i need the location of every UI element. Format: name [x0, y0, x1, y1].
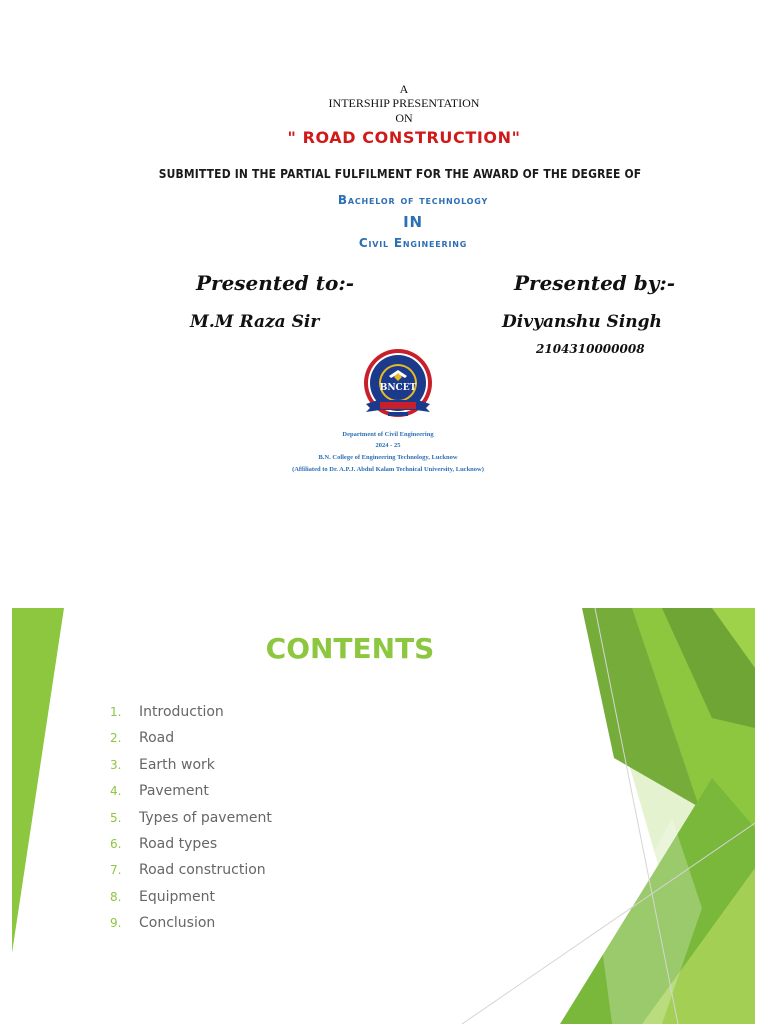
- list-item: [110, 913, 272, 939]
- list-item-number: 2.: [110, 731, 122, 746]
- contents-list: [110, 702, 272, 940]
- presented-to-label: Presented to:-: [196, 271, 354, 295]
- list-item-number: 7.: [110, 863, 122, 878]
- list-item-number: 3.: [110, 757, 122, 772]
- presented-to-name: M.M Raza Sir: [190, 312, 320, 332]
- list-item-label: Road types: [139, 835, 218, 852]
- cover-line-a: A: [399, 82, 409, 96]
- list-item-number: 1.: [110, 705, 122, 719]
- list-item-label: Road: [139, 730, 175, 747]
- cover-title: " ROAD CONSTRUCTION": [287, 128, 521, 147]
- cover-branch: Civil Engineering: [358, 236, 468, 250]
- dept-line-2: 2024 - 25: [375, 442, 401, 449]
- list-item-label: Conclusion: [139, 915, 216, 932]
- dept-line-3: B.N. College of Engineering Technology, Lucknow: [318, 454, 458, 461]
- presented-by-label: Presented by:-: [514, 271, 676, 295]
- list-item: [110, 781, 272, 807]
- cover-line-on: ON: [395, 111, 413, 125]
- list-item: [110, 702, 272, 728]
- list-item: [110, 808, 272, 834]
- list-item-label: Equipment: [139, 888, 215, 905]
- list-item-number: 8.: [110, 889, 122, 904]
- list-item-label: Pavement: [139, 783, 209, 800]
- list-item: [110, 834, 272, 860]
- list-item-label: Types of pavement: [139, 809, 272, 826]
- list-item: [110, 860, 272, 886]
- list-item: [110, 755, 272, 781]
- list-item-label: Earth work: [139, 756, 215, 773]
- cover-in: IN: [403, 213, 423, 231]
- contents-slide: [12, 608, 755, 1024]
- contents-title: CONTENTS: [265, 632, 435, 665]
- logo-text: BNCET: [379, 383, 417, 393]
- list-item: [110, 728, 272, 754]
- roll-number: 2104310000008: [536, 342, 645, 356]
- list-item: [110, 887, 272, 913]
- cover-submitted-text: SUBMITTED IN THE PARTIAL FULFILMENT FOR THE AWARD OF THE DEGREE OF: [158, 166, 642, 181]
- list-item-number: 9.: [110, 916, 122, 931]
- dept-line-4: (Affiliated to Dr. A.P.J. Abdul Kalam Technical University, Lucknow): [292, 466, 484, 473]
- list-item-number: 5.: [110, 810, 122, 825]
- cover-degree: Bachelor of technology: [337, 193, 489, 207]
- list-item-number: 6.: [110, 836, 122, 851]
- dept-line-1: Department of Civil Engineering: [342, 431, 434, 438]
- college-logo-icon: [358, 346, 438, 426]
- list-item-label: Introduction: [139, 704, 224, 720]
- list-item-label: Road construction: [139, 862, 266, 879]
- list-item-number: 4.: [110, 784, 122, 799]
- cover-line-intership: INTERSHIP PRESENTATION: [328, 96, 480, 110]
- presented-by-name: Divyanshu Singh: [502, 312, 662, 332]
